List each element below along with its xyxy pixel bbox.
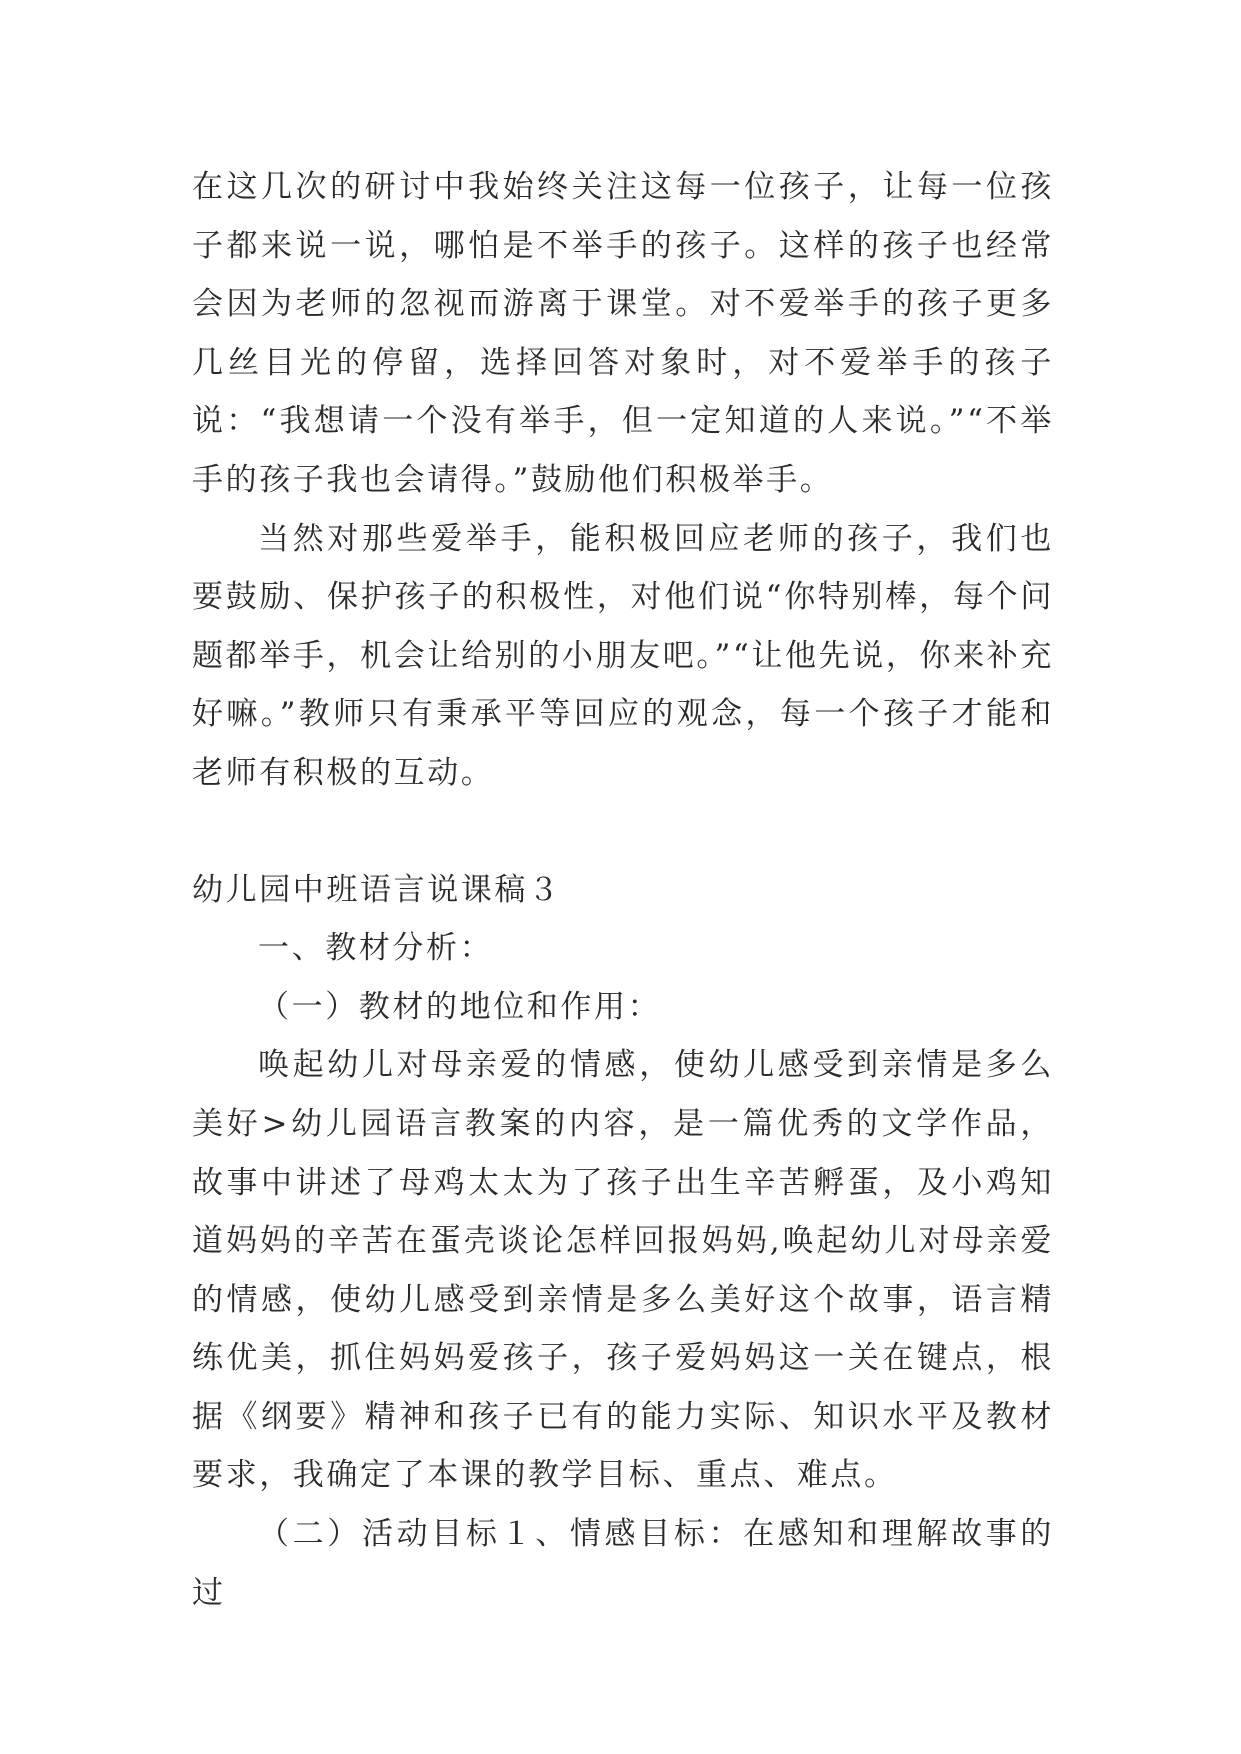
heading-material-role: （一）教材的地位和作用： xyxy=(258,988,662,1025)
section-title: 幼儿园中班语言说课稿３ xyxy=(192,871,562,908)
paragraph-attention-every-child: 在这几次的研讨中我始终关注这每一位孩子，让每一位孩子都来说一说，哪怕是不举手的孩子。这样的孩子也经常会因为老师的忽视而游离于课堂。对不爱举手的孩子更多几丝目光的停留，选择回答对象时，对不爱举手的孩子说：“我想请一个没有举手，但一定知道的人来说。”“不举手的孩子我也会请得。”鼓励他们积极举手。 xyxy=(192,169,1054,498)
paragraph-encourage-active-children: 当然对那些爱举手，能积极回应老师的孩子，我们也要鼓励、保护孩子的积极性，对他们说“你特别棒，每个问题都举手，机会让给别的小朋友吧。”“让他先说，你来补充好嘛。”教师只有秉承平等回应的观念，每一个孩子才能和老师有积极的互动。 xyxy=(192,520,1054,791)
paragraph-material-description: 唤起幼儿对母亲爱的情感，使幼儿感受到亲情是多么美好>幼儿园语言教案的内容，是一篇优秀的文学作品，故事中讲述了母鸡太太为了孩子出生辛苦孵蛋，及小鸡知道妈妈的辛苦在蛋壳谈论怎样回报妈妈,唤起幼儿对母亲爱的情感，使幼儿感受到亲情是多么美好这个故事，语言精练优美，抓住妈妈爱孩子，孩子爱妈妈这一关在键点，根据《纲要》精神和孩子已有的能力实际、知识水平及教材要求，我确定了本课的教学目标、重点、难点。 xyxy=(192,1047,1054,1494)
heading-material-analysis: 一、教材分析： xyxy=(258,930,494,967)
document-body xyxy=(192,158,1054,1622)
paragraph-activity-goals: （二）活动目标１、情感目标：在感知和理解故事的过 xyxy=(192,1516,1054,1611)
